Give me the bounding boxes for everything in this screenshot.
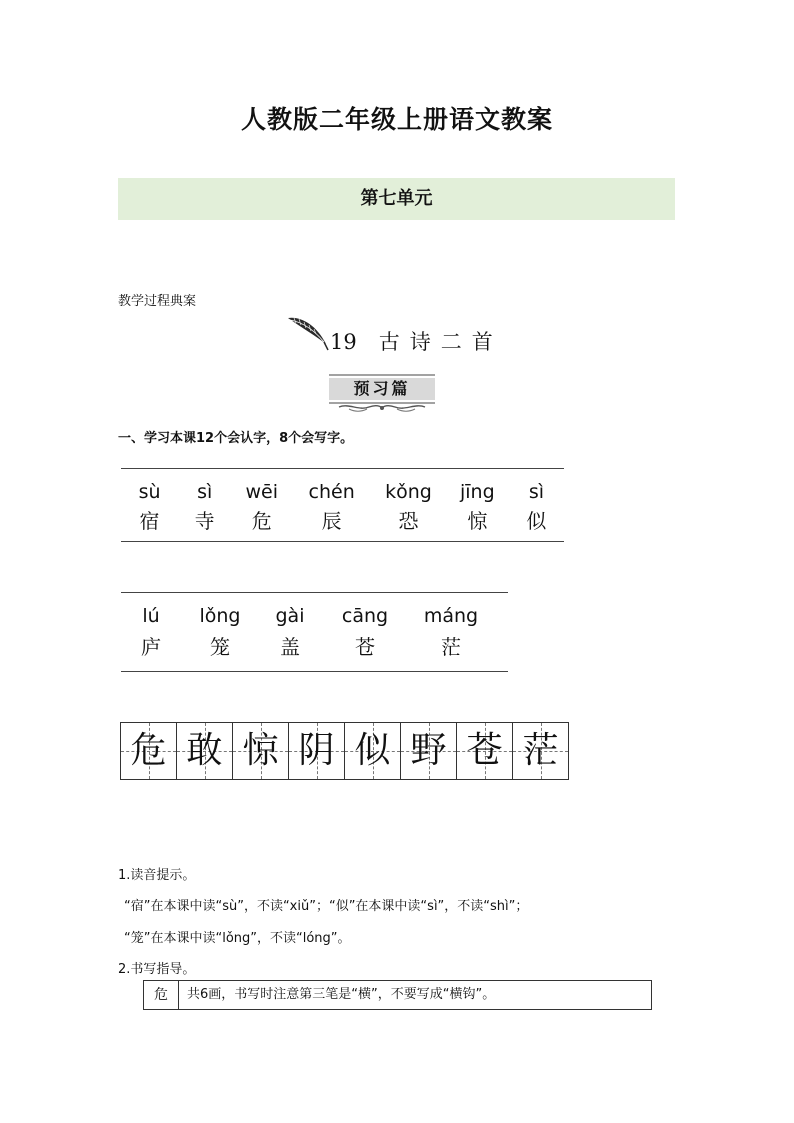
character: 辰 [321, 509, 342, 533]
grid-character: 阴 [298, 730, 335, 771]
grid-cell [513, 723, 568, 779]
grid-character: 惊 [242, 730, 279, 771]
grid-cell [345, 723, 401, 779]
character: 盖 [280, 635, 300, 659]
pinyin: cāng [341, 605, 389, 627]
guide-character: 危 [144, 981, 179, 1009]
task-heading: 一、学习本课12个会认字，8个会写字。 [118, 431, 354, 446]
grid-character: 野 [410, 730, 447, 771]
unit-title: 第七单元 [360, 188, 433, 209]
grid-character: 似 [354, 730, 391, 771]
recognize-table-2 [121, 592, 508, 672]
feather-quill-icon [286, 314, 330, 352]
grid-character: 茫 [522, 730, 559, 771]
grid-cell [457, 723, 513, 779]
character: 茫 [441, 635, 461, 659]
character: 危 [251, 509, 272, 533]
pinyin: wēi [245, 481, 279, 503]
character: 恐 [398, 509, 419, 533]
pronunciation-heading: 1.读音提示。 [118, 868, 196, 883]
grid-character: 苍 [466, 730, 503, 771]
pinyin: gài [275, 605, 305, 627]
pronunciation-line-1: “宿”在本课中读“sù”，不读“xiǔ”；“似”在本课中读“sì”，不读“shì”； [124, 899, 529, 914]
character-row [121, 633, 508, 661]
character: 苍 [355, 635, 375, 659]
section-label: 教学过程典案 [118, 294, 197, 309]
pinyin: chén [308, 481, 355, 503]
character: 宿 [139, 509, 160, 533]
lesson-heading [330, 326, 503, 356]
grid-cell [233, 723, 289, 779]
unit-banner [118, 178, 675, 220]
pinyin: jīng [460, 481, 495, 503]
lesson-title: 古诗二首 [378, 330, 503, 354]
grid-character: 敢 [186, 730, 223, 771]
banner-label: 预习篇 [353, 379, 411, 398]
grid-cell [177, 723, 233, 779]
pinyin-row [121, 477, 564, 507]
guide-note: 共6画，书写时注意第三笔是“横”，不要写成“横钩”。 [187, 987, 496, 1002]
character: 惊 [467, 509, 488, 533]
pinyin-row [121, 601, 508, 631]
character: 庐 [141, 635, 161, 659]
writing-guide-table [143, 980, 652, 1010]
grid-cell [121, 723, 177, 779]
pinyin: lú [142, 605, 160, 627]
character-row [121, 507, 564, 535]
pinyin: kǒng [385, 481, 432, 503]
grid-cell [401, 723, 457, 779]
pinyin: máng [423, 605, 479, 627]
pinyin: lǒng [199, 605, 241, 627]
writing-guide-heading: 2.书写指导。 [118, 962, 196, 977]
page-title: 人教版二年级上册语文教案 [240, 105, 553, 134]
grid-cell [289, 723, 345, 779]
pinyin: sì [528, 481, 544, 503]
recognize-table-1 [121, 468, 564, 542]
pinyin: sù [138, 481, 161, 503]
writing-grid [120, 722, 569, 780]
pronunciation-line-2: “笼”在本课中读“lǒng”，不读“lóng”。 [124, 931, 351, 946]
character: 似 [526, 509, 547, 533]
lesson-number: 19 [330, 330, 357, 354]
pinyin: sì [197, 481, 213, 503]
grid-character: 危 [130, 730, 167, 771]
character: 寺 [194, 509, 215, 533]
character: 笼 [210, 635, 230, 659]
